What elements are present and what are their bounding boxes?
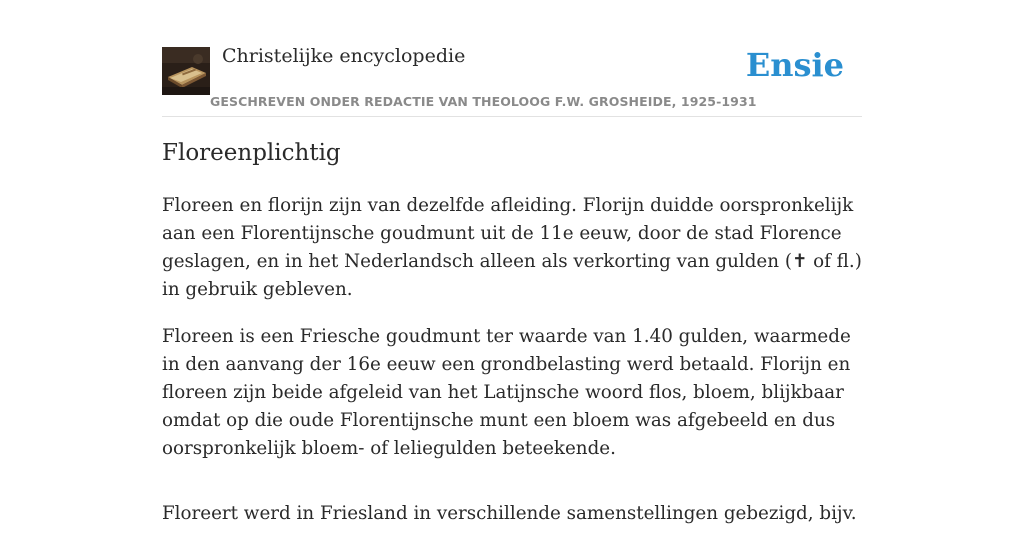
encyclopedia-cover-avatar[interactable] xyxy=(162,47,210,95)
site-title[interactable]: Christelijke encyclopedie xyxy=(222,45,466,67)
book-image-icon xyxy=(162,47,210,95)
content-column xyxy=(162,0,862,524)
site-header xyxy=(162,0,862,117)
article-paragraph: Floreen en florijn zijn van dezelfde afleiding. Florijn duidde oorspronkelijk aan een Florentijnsche goudmunt uit de 11e eeuw, door de stad Florence geslagen, en in het Nederlandsch alleen als verkorting van gulden (✝ of fl.) in gebruik gebleven. xyxy=(162,195,862,300)
article-title: Floreenplichtig xyxy=(162,140,341,166)
ensie-logo[interactable]: Ensie xyxy=(745,46,844,84)
site-subtitle: GESCHREVEN ONDER REDACTIE VAN THEOLOOG F.W. GROSHEIDE, 1925-1931 xyxy=(210,94,757,109)
article-paragraph: Floreert werd in Friesland in verschillende samenstellingen gebezigd, bijv. xyxy=(162,503,857,524)
article-paragraph: Floreen is een Friesche goudmunt ter waarde van 1.40 gulden, waarmede in den aanvang der 16e eeuw een grondbelasting werd betaald. Florijn en floreen zijn beide afgeleid van het Latijnsche woord flos, bloem, blijkbaar omdat op die oude Florentijnsche munt een bloem was afgebeeld en dus oorspronkelijk bloem- of leliegulden beteekende. xyxy=(162,326,851,459)
article-body xyxy=(162,192,872,547)
